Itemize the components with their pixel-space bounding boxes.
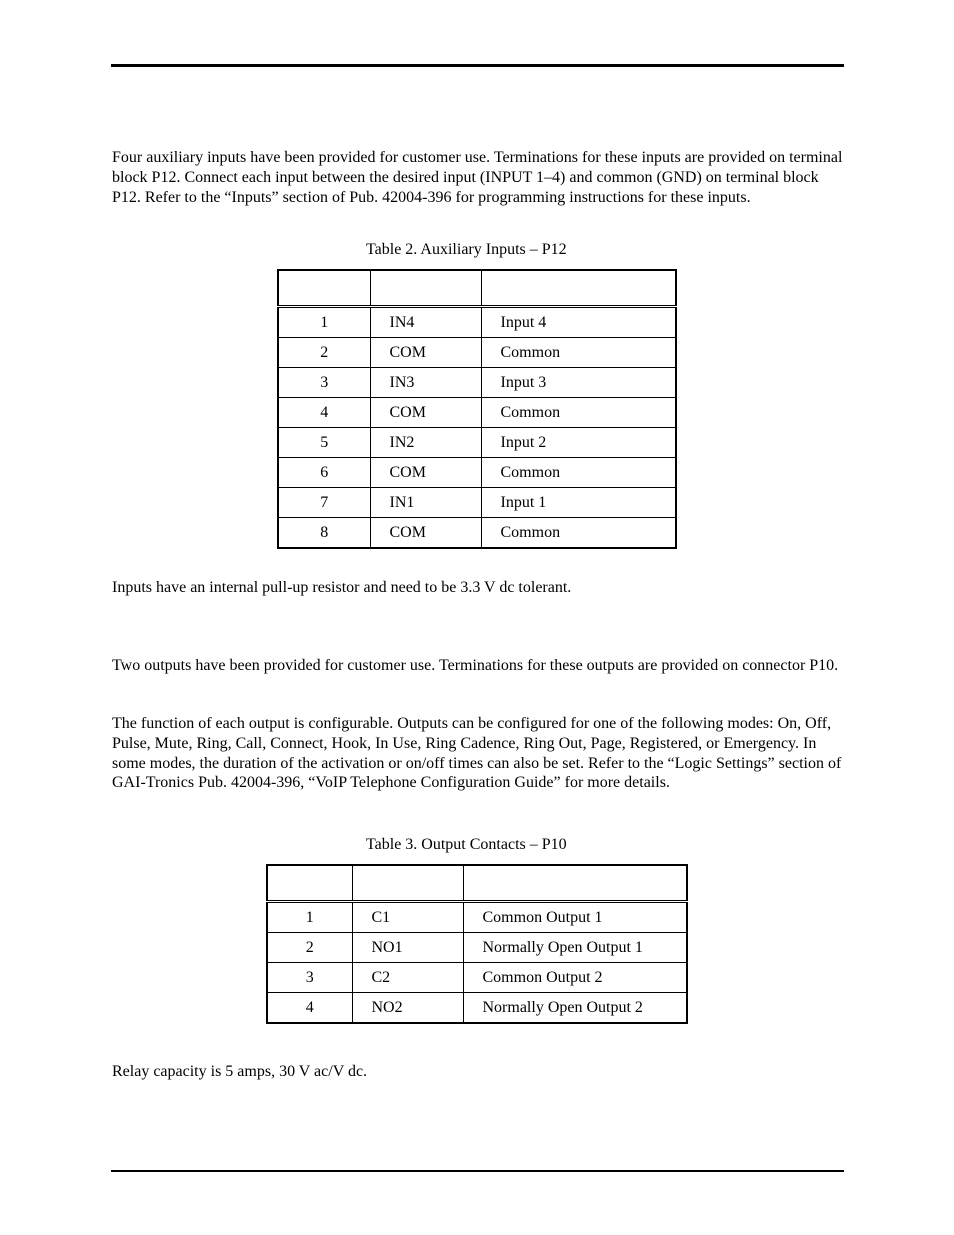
description-cell: Normally Open Output 1 (463, 933, 687, 963)
signal-cell: COM (370, 338, 481, 368)
table-header-row (267, 865, 687, 902)
table-row (278, 368, 676, 398)
signal-cell: IN1 (370, 488, 481, 518)
header-cell (267, 865, 352, 902)
table-row (267, 933, 687, 963)
table-row (278, 398, 676, 428)
table-row (278, 307, 676, 338)
signal-cell: NO1 (352, 933, 463, 963)
description-cell: Common (481, 338, 676, 368)
table-header-row (278, 270, 676, 307)
table-row (278, 518, 676, 549)
pin-cell: 1 (267, 902, 352, 933)
description-cell: Common (481, 398, 676, 428)
header-cell (481, 270, 676, 307)
header-rule (111, 64, 844, 67)
pin-cell: 6 (278, 458, 370, 488)
header-cell (352, 865, 463, 902)
signal-cell: C2 (352, 963, 463, 993)
description-cell: Common Output 2 (463, 963, 687, 993)
header-cell (278, 270, 370, 307)
pin-cell: 4 (278, 398, 370, 428)
description-cell: Normally Open Output 2 (463, 993, 687, 1024)
table3-caption: Table 3. Output Contacts – P10 (366, 836, 567, 853)
auxiliary-inputs-table (277, 269, 677, 549)
outputs-intro-paragraph: Two outputs have been provided for customer use. Terminations for these outputs are provided on connector P10. (112, 657, 839, 674)
table-row (267, 993, 687, 1024)
table-row (278, 458, 676, 488)
signal-cell: IN2 (370, 428, 481, 458)
table-row (267, 963, 687, 993)
pin-cell: 5 (278, 428, 370, 458)
signal-cell: COM (370, 518, 481, 549)
pin-cell: 2 (278, 338, 370, 368)
description-cell: Input 1 (481, 488, 676, 518)
table-row (267, 902, 687, 933)
description-cell: Input 2 (481, 428, 676, 458)
signal-cell: C1 (352, 902, 463, 933)
output-contacts-table (266, 864, 688, 1024)
signal-cell: IN3 (370, 368, 481, 398)
pin-cell: 2 (267, 933, 352, 963)
description-cell: Input 4 (481, 307, 676, 338)
description-cell: Input 3 (481, 368, 676, 398)
relay-note-paragraph: Relay capacity is 5 amps, 30 V ac/V dc. (112, 1063, 368, 1080)
pin-cell: 1 (278, 307, 370, 338)
description-cell: Common (481, 458, 676, 488)
outputs-function-paragraph: The function of each output is configurable. Outputs can be configured for one of the following modes: On, Off, Pulse, Mute, Ring, Call, Connect, Hook, In Use, Ring Cadence, Ring Out, Page, Registered, or Emergency. In some modes, the duration of the activation or on/off times can also be set. Refer to the “Logic Settings” section of GAI-Tronics Pub. 42004-396, “VoIP Telephone Configuration Guide” for more details. (112, 715, 842, 792)
table-row (278, 338, 676, 368)
table-row (278, 488, 676, 518)
signal-cell: COM (370, 458, 481, 488)
header-cell (463, 865, 687, 902)
pin-cell: 3 (278, 368, 370, 398)
description-cell: Common Output 1 (463, 902, 687, 933)
inputs-note-paragraph: Inputs have an internal pull-up resistor and need to be 3.3 V dc tolerant. (112, 579, 572, 596)
inputs-intro-paragraph: Four auxiliary inputs have been provided for customer use. Terminations for these inputs are provided on terminal block P12. Connect each input between the desired input (INPUT 1–4) and common (GND) on terminal block P12. Refer to the “Inputs” section of Pub. 42004-396 for programming instructions for these inputs. (112, 149, 843, 206)
pin-cell: 4 (267, 993, 352, 1024)
description-cell: Common (481, 518, 676, 549)
footer-rule (111, 1170, 844, 1172)
pin-cell: 7 (278, 488, 370, 518)
pin-cell: 3 (267, 963, 352, 993)
signal-cell: COM (370, 398, 481, 428)
table2-caption: Table 2. Auxiliary Inputs – P12 (366, 241, 567, 258)
header-cell (370, 270, 481, 307)
signal-cell: NO2 (352, 993, 463, 1024)
pin-cell: 8 (278, 518, 370, 549)
table-row (278, 428, 676, 458)
signal-cell: IN4 (370, 307, 481, 338)
